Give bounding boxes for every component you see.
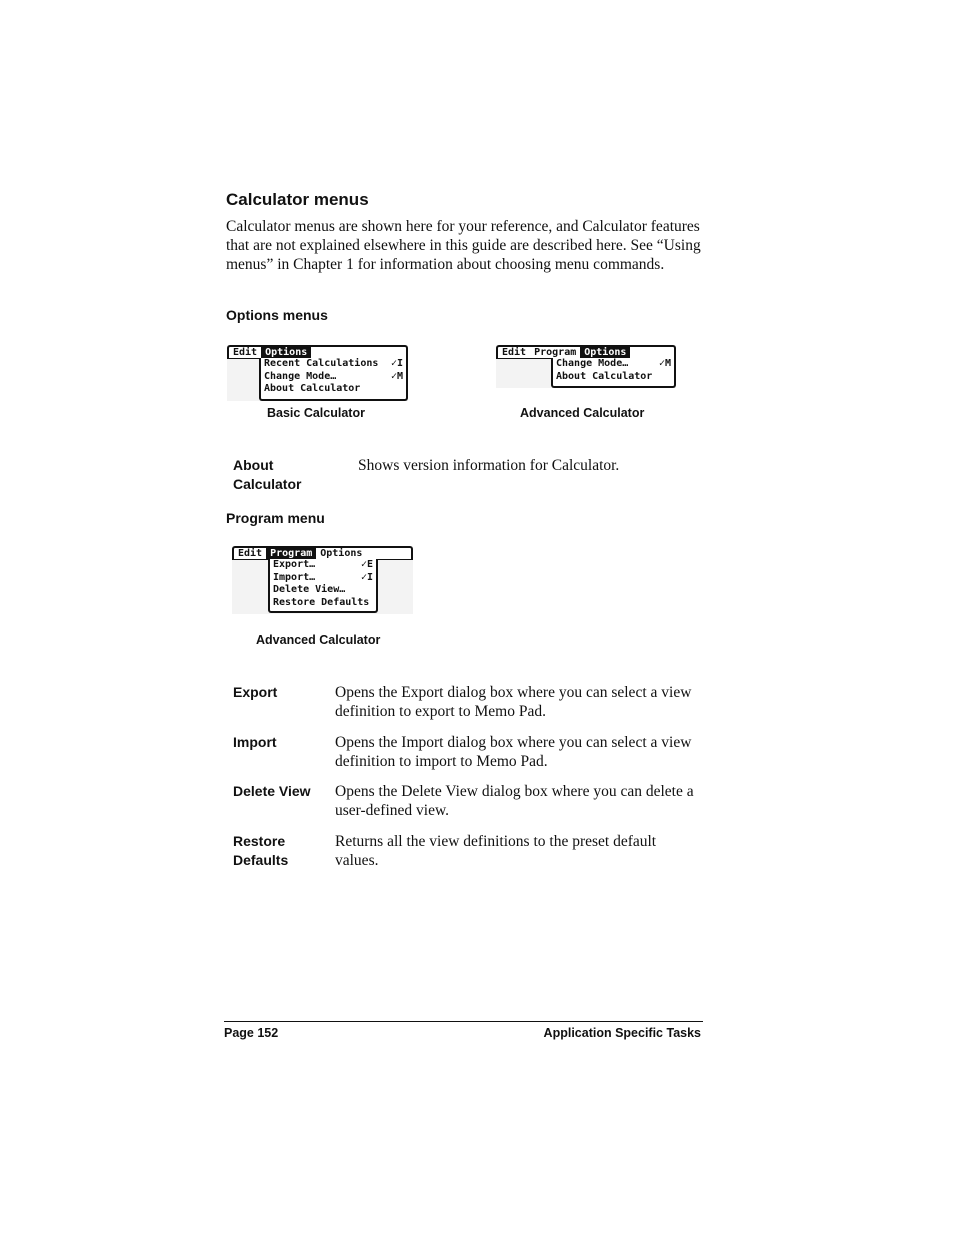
menu-item-label: Import…	[273, 571, 316, 583]
menu-item-label: Change Mode…	[556, 358, 629, 369]
menu-item-shortcut: ✓I	[390, 358, 403, 369]
term-import: Import	[233, 734, 277, 750]
menu-item-recent-calculations	[261, 358, 406, 371]
term-export: Export	[233, 684, 278, 700]
term-restore-defaults: Restore Defaults	[233, 833, 289, 868]
menu-item-shortcut	[397, 383, 403, 396]
menu-item-about-calculator	[553, 371, 674, 384]
desc-import: Opens the Import dialog box where you can select a view definition to import to Memo Pad.	[335, 734, 692, 770]
menu-item-about-calculator	[261, 383, 406, 396]
menu-item-change-mode	[553, 358, 674, 371]
footer-page-number: Page 152	[224, 1026, 279, 1040]
menu-item-label: Recent Calculations	[264, 358, 379, 369]
program-menu-screenshot	[232, 546, 413, 614]
menu-item-label: Restore Defaults	[273, 596, 370, 608]
advanced-calculator-caption: Advanced Calculator	[520, 406, 645, 420]
menu-item-export	[270, 559, 376, 572]
menu-item-shortcut: ✓E	[360, 559, 373, 570]
menu-edit: Edit	[502, 347, 527, 358]
menu-item-change-mode	[261, 371, 406, 384]
menu-item-shortcut: ✓I	[360, 571, 373, 583]
footer-rule	[224, 1021, 703, 1022]
menu-item-shortcut: ✓M	[390, 370, 403, 382]
term-about-calculator: About Calculator	[233, 457, 302, 492]
desc-restore-defaults: Returns all the view definitions to the preset default values.	[335, 833, 657, 869]
menu-item-shortcut: ✓M	[658, 358, 671, 369]
options-menus-heading: Options menus	[226, 307, 328, 323]
menubar	[227, 345, 408, 359]
desc-about-calculator: Shows version information for Calculator.	[358, 457, 620, 474]
menubar	[232, 546, 413, 560]
menu-edit: Edit	[233, 347, 258, 358]
menu-item-shortcut	[367, 584, 373, 597]
menu-item-delete-view	[270, 584, 376, 597]
desc-delete-view: Opens the Delete View dialog box where you can delete a user-defined view.	[335, 783, 694, 819]
term-delete-view: Delete View	[233, 783, 311, 799]
menu-item-shortcut	[369, 597, 375, 610]
menu-edit: Edit	[238, 548, 263, 559]
menu-item-label: About Calculator	[556, 370, 653, 382]
program-menu-heading: Program menu	[226, 510, 325, 526]
menu-item-label: Change Mode…	[264, 370, 337, 382]
program-screenshot-caption: Advanced Calculator	[256, 633, 381, 647]
menu-program: Program	[266, 548, 316, 559]
menu-options: Options	[320, 548, 363, 559]
menu-item-label: About Calculator	[264, 383, 361, 394]
menu-options: Options	[580, 347, 630, 358]
menu-item-shortcut	[665, 371, 671, 384]
footer-section-title: Application Specific Tasks	[543, 1026, 701, 1040]
basic-calculator-caption: Basic Calculator	[267, 406, 365, 420]
menu-item-label: Delete View…	[273, 584, 346, 595]
menu-item-import	[270, 572, 376, 585]
page-heading: Calculator menus	[226, 190, 369, 209]
desc-export: Opens the Export dialog box where you can select a view definition to export to Memo Pad.	[335, 684, 692, 720]
options-dropdown	[259, 358, 408, 401]
menubar	[496, 345, 676, 359]
basic-options-menu-screenshot	[227, 345, 408, 401]
menu-program: Program	[534, 347, 577, 358]
menu-item-label: Export…	[273, 559, 316, 570]
menu-item-restore-defaults	[270, 597, 376, 610]
intro-paragraph: Calculator menus are shown here for your reference, and Calculator features that are not explained elsewhere in this guide are described here. See “Using menus” in Chapter 1 for information about choosing menu commands.	[226, 218, 701, 273]
advanced-options-menu-screenshot	[496, 345, 676, 388]
options-dropdown	[551, 358, 676, 388]
program-dropdown	[268, 559, 378, 613]
menu-options: Options	[261, 347, 311, 358]
